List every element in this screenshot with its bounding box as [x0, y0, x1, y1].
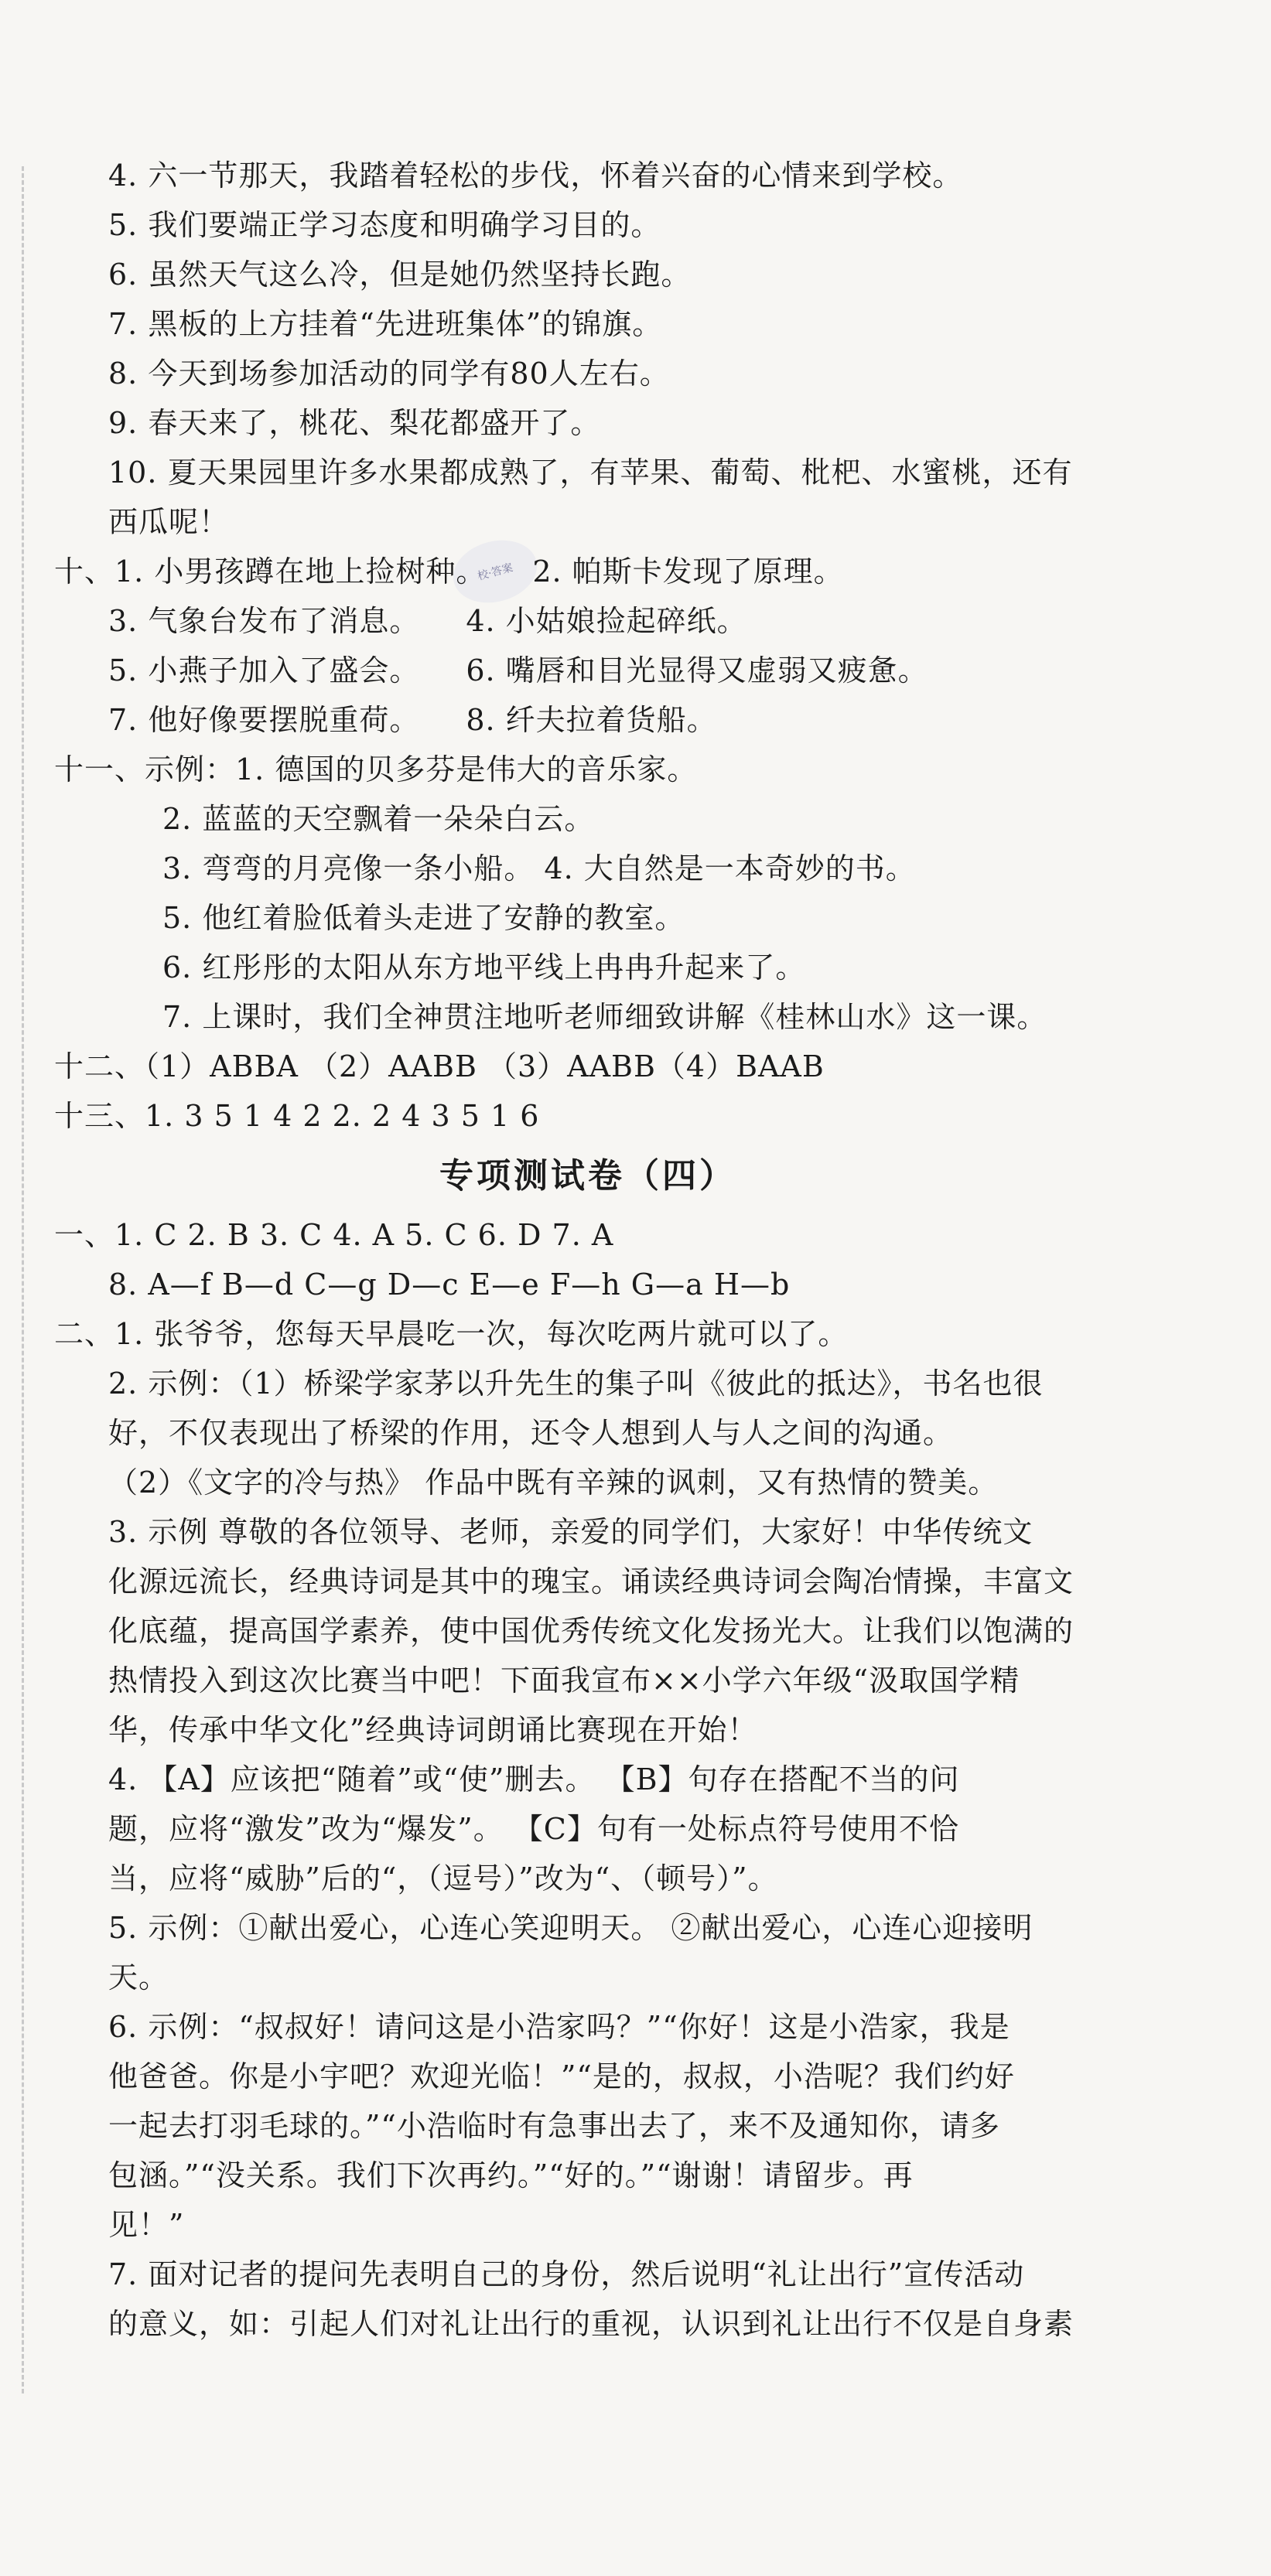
answer-line: 他爸爸。你是小宇吧？欢迎光临！”“是的，叔叔，小浩呢？我们约好 [108, 2059, 1015, 2093]
answer-line: 见！” [108, 2208, 185, 2242]
answer-line: 5. 他红着脸低着头走进了安静的教室。 [162, 901, 685, 935]
answer-line: 8. A—f B—d C—g D—c E—e F—h G—a H—b [108, 1268, 791, 1302]
answer-item: 3. 气象台发布了消息。 [108, 604, 420, 638]
answer-line: 6. 示例：“叔叔好！请问这是小浩家吗？”“你好！这是小浩家，我是 [108, 2010, 1010, 2044]
answer-line: 6. 虽然天气这么冷，但是她仍然坚持长跑。 [108, 258, 692, 292]
question-10 [54, 547, 1122, 745]
answer-line [54, 646, 1122, 695]
answer-item: 十、1. 小男孩蹲在地上捡树种。 [54, 554, 487, 589]
part-4-answers [54, 1210, 1122, 2349]
answer-line: 包涵。”“没关系。我们下次再约。”“好的。”“谢谢！请留步。再 [108, 2158, 914, 2192]
answer-line [54, 596, 1122, 646]
answer-line: 一、1. C 2. B 3. C 4. A 5. C 6. D 7. A [54, 1218, 614, 1252]
answer-item: 4. 小姑娘捡起碎纸。 [466, 604, 747, 638]
question-12: 十二、（1）ABBA （2）AABB （3）AABB（4）BAAB [54, 1049, 825, 1083]
answer-item: 8. 纤夫拉着货船。 [466, 703, 717, 737]
question-13: 十三、1. 3 5 1 4 2 2. 2 4 3 5 1 6 [54, 1099, 540, 1133]
answer-line [54, 695, 1122, 745]
answer-line: 7. 上课时，我们全神贯注地听老师细致讲解《桂林山水》这一课。 [162, 1000, 1047, 1034]
answer-line: 6. 红彤彤的太阳从东方地平线上冉冉升起来了。 [162, 950, 806, 984]
section-top-lines [54, 151, 1122, 547]
answer-line: 9. 春天来了，桃花、梨花都盛开了。 [108, 406, 601, 440]
answer-line: 2. 蓝蓝的天空飘着一朵朵白云。 [162, 802, 595, 836]
answer-line: 10. 夏天果园里许多水果都成熟了，有苹果、葡萄、枇杷、水蜜桃，还有 [108, 455, 1073, 490]
answer-line: 热情投入到这次比赛当中吧！下面我宣布××小学六年级“汲取国学精 [108, 1663, 1020, 1697]
answer-line: 西瓜呢！ [108, 505, 230, 539]
answer-line: 3. 弯弯的月亮像一条小船。 4. 大自然是一本奇妙的书。 [162, 851, 916, 885]
answer-item: 2. 帕斯卡发现了原理。 [532, 554, 844, 589]
answer-line: 一起去打羽毛球的。”“小浩临时有急事出去了，来不及通知你，请多 [108, 2109, 1000, 2143]
answer-line: 十一、示例：1. 德国的贝多芬是伟大的音乐家。 [54, 752, 698, 786]
answer-line [54, 547, 1122, 596]
answer-line: 5. 我们要端正学习态度和明确学习目的。 [108, 208, 661, 242]
answer-line: 天。 [108, 1960, 169, 1994]
answer-line: 4. 【A】应该把“随着”或“使”删去。 【B】句存在搭配不当的问 [108, 1762, 960, 1796]
answer-line: 当，应将“威胁”后的“，（逗号）”改为“、（顿号）”。 [108, 1861, 778, 1895]
answer-line: 8. 今天到场参加活动的同学有80人左右。 [108, 357, 670, 391]
answer-item: 5. 小燕子加入了盛会。 [108, 653, 420, 688]
answer-line: 好，不仅表现出了桥梁的作用，还令人想到人与人之间的沟通。 [108, 1416, 954, 1450]
answer-item: 7. 他好像要摆脱重荷。 [108, 703, 420, 737]
answer-line: 7. 黑板的上方挂着“先进班集体”的锦旗。 [108, 307, 663, 341]
answer-line: （2）《文字的冷与热》 作品中既有辛辣的讽刺，又有热情的赞美。 [108, 1465, 999, 1500]
answer-content [54, 151, 1122, 2349]
question-11 [54, 745, 1122, 1042]
answer-line: 7. 面对记者的提问先表明自己的身份，然后说明“礼让出行”宣传活动 [108, 2257, 1025, 2291]
answer-line: 的意义，如：引起人们对礼让出行的重视，认识到礼让出行不仅是自身素 [108, 2307, 1075, 2341]
answer-line: 2. 示例：（1）桥梁学家茅以升先生的集子叫《彼此的抵达》，书名也很 [108, 1366, 1044, 1401]
answer-line: 4. 六一节那天，我踏着轻松的步伐，怀着兴奋的心情来到学校。 [108, 159, 963, 193]
watermark-stamp: 校·答案 [446, 531, 544, 612]
binding-margin-line [22, 166, 24, 2393]
answer-line: 题，应将“激发”改为“爆发”。 【C】句有一处标点符号使用不恰 [108, 1812, 959, 1846]
answer-line: 华，传承中华文化”经典诗词朗诵比赛现在开始！ [108, 1713, 758, 1747]
answer-line: 二、1. 张爷爷，您每天早晨吃一次，每次吃两片就可以了。 [54, 1317, 849, 1351]
answer-line: 3. 示例 尊敬的各位领导、老师，亲爱的同学们，大家好！中华传统文 [108, 1515, 1034, 1549]
answer-item: 6. 嘴唇和目光显得又虚弱又疲惫。 [466, 653, 928, 688]
answer-line: 化底蕴，提高国学素养，使中国优秀传统文化发扬光大。让我们以饱满的 [108, 1614, 1075, 1648]
answer-line: 5. 示例：①献出爱心，心连心笑迎明天。 ②献出爱心，心连心迎接明 [108, 1911, 1034, 1945]
answer-line: 化源远流长，经典诗词是其中的瑰宝。诵读经典诗词会陶冶情操，丰富文 [108, 1564, 1075, 1598]
section-title: 专项测试卷（四） [439, 1156, 736, 1196]
